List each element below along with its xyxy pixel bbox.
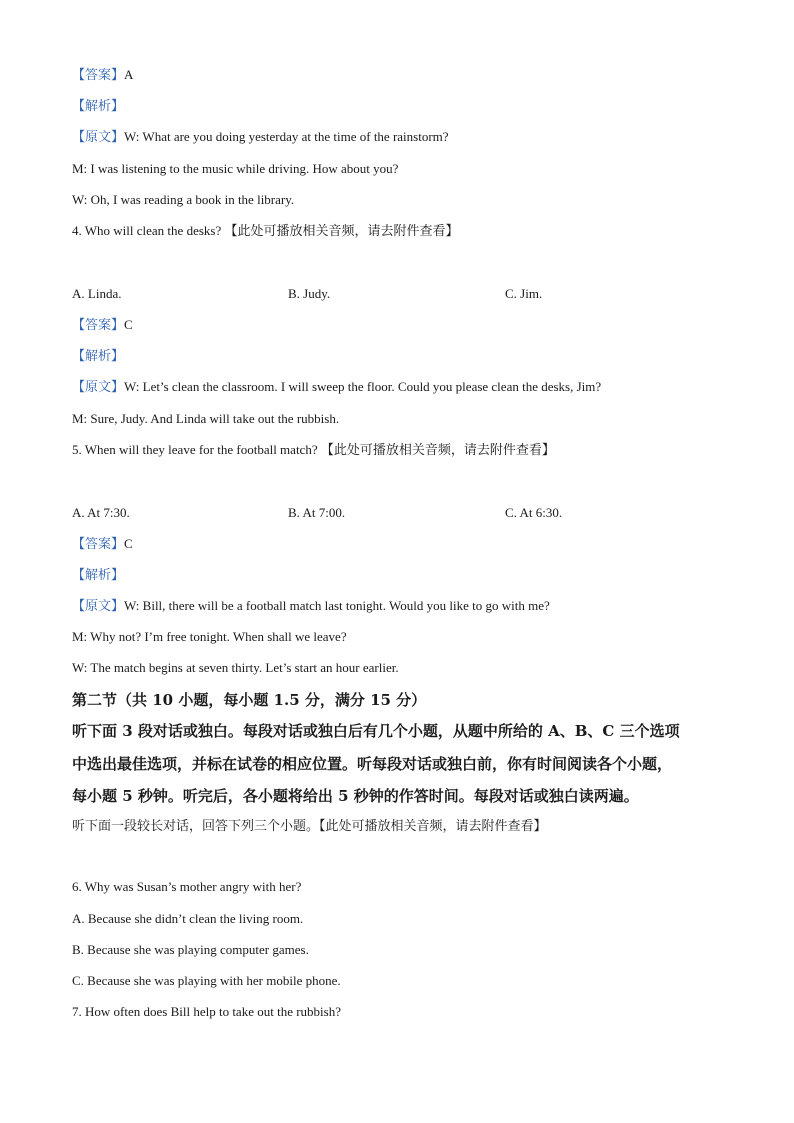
q5-question: 5. When will they leave for the football match? 【此处可播放相关音频，请去附件查看】	[72, 442, 555, 457]
section2-instruction-line: 中选出最佳选项，并标在试卷的相应位置。听每段对话或独白前，你有时间阅读各个小题，	[72, 755, 673, 773]
answer-tag: 【答案】	[72, 67, 125, 82]
q6-option-c: C. Because she was playing with her mobile phone.	[72, 973, 341, 988]
q3-original-line	[72, 128, 449, 146]
q4-answer: C	[124, 317, 133, 332]
q5-original-line	[72, 597, 550, 615]
q5-transcript-line: M: Why not? I’m free tonight. When shall we leave?	[72, 629, 347, 644]
q5-option-c: C. At 6:30.	[505, 505, 563, 520]
q3-answer-line	[72, 66, 133, 84]
q5-analysis-tag: 【解析】	[72, 567, 125, 582]
q5-answer: C	[124, 536, 133, 551]
q4-answer-line	[72, 316, 133, 334]
section2-instruction-line: 听下面 3 段对话或独白。每段对话或独白后有几个小题，从题中所给的 A、B、C 三个选项	[72, 722, 680, 740]
q4-original-line	[72, 378, 601, 396]
q5-option-a: A. At 7:30.	[72, 505, 130, 520]
q4-transcript-line: W: Let’s clean the classroom. I will sweep the floor. Could you please clean the desks, Jim?	[124, 379, 602, 394]
section2-heading: 第二节（共 10 小题，每小题 1.5 分，满分 15 分）	[72, 691, 427, 709]
q3-answer: A	[124, 67, 134, 82]
q4-option-c: C. Jim.	[505, 286, 543, 301]
q6-option-b: B. Because she was playing computer games.	[72, 942, 309, 957]
section2-intro: 听下面一段较长对话，回答下列三个小题。【此处可播放相关音频，请去附件查看】	[72, 818, 547, 833]
original-tag: 【原文】	[72, 379, 125, 394]
q6-option-a: A. Because she didn’t clean the living room.	[72, 911, 304, 926]
answer-tag: 【答案】	[72, 317, 125, 332]
q7-question: 7. How often does Bill help to take out the rubbish?	[72, 1004, 341, 1019]
q4-option-a: A. Linda.	[72, 286, 122, 301]
q5-answer-line	[72, 535, 133, 553]
q6-question: 6. Why was Susan’s mother angry with her?	[72, 879, 302, 894]
answer-tag: 【答案】	[72, 536, 125, 551]
q5-option-b: B. At 7:00.	[288, 505, 346, 520]
q3-transcript-line: W: What are you doing yesterday at the time of the rainstorm?	[124, 129, 449, 144]
original-tag: 【原文】	[72, 129, 125, 144]
q5-transcript-line: W: Bill, there will be a football match last tonight. Would you like to go with me?	[124, 598, 550, 613]
q3-transcript-line: W: Oh, I was reading a book in the library.	[72, 192, 295, 207]
q5-transcript-line: W: The match begins at seven thirty. Let’s start an hour earlier.	[72, 660, 399, 675]
q4-option-b: B. Judy.	[288, 286, 331, 301]
q4-analysis-tag: 【解析】	[72, 348, 125, 363]
q3-transcript-line: M: I was listening to the music while driving. How about you?	[72, 161, 399, 176]
original-tag: 【原文】	[72, 598, 125, 613]
section2-instruction-line: 每小题 5 秒钟。听完后，各小题将给出 5 秒钟的作答时间。每段对话或独白读两遍。	[72, 787, 639, 805]
q4-question: 4. Who will clean the desks? 【此处可播放相关音频，请去附件查看】	[72, 223, 459, 238]
q3-analysis-tag: 【解析】	[72, 98, 125, 113]
q4-transcript-line: M: Sure, Judy. And Linda will take out the rubbish.	[72, 411, 340, 426]
